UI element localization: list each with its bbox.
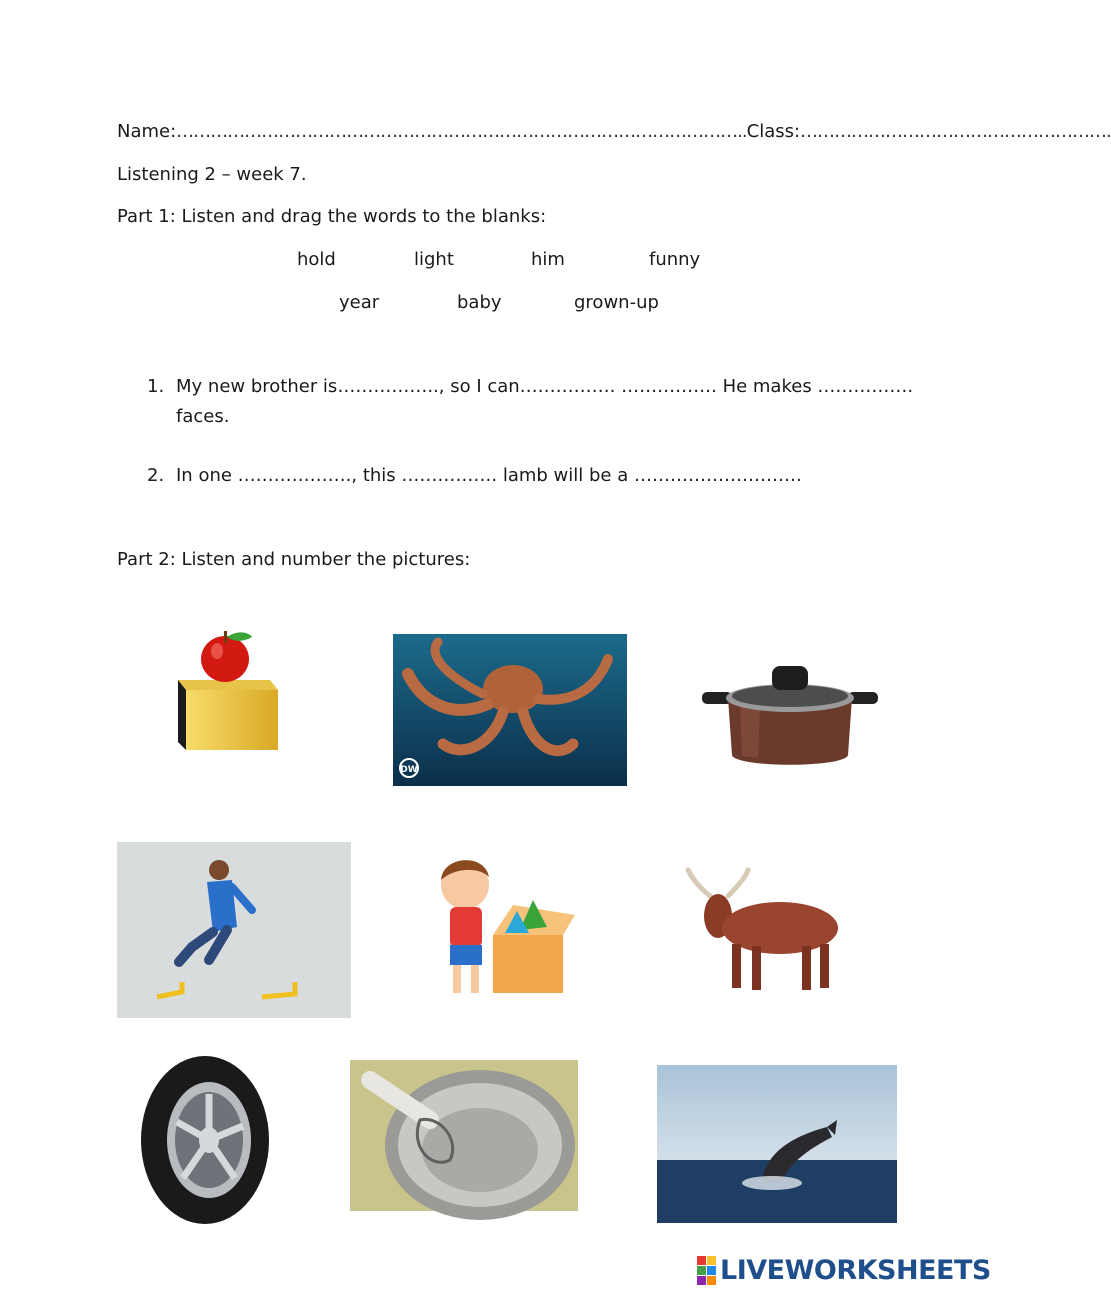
bull-image[interactable]: [680, 866, 845, 996]
word-baby[interactable]: baby: [457, 292, 502, 313]
question-2-number: 2.: [147, 465, 165, 486]
word-him[interactable]: him: [531, 249, 565, 270]
logo-block-3: [697, 1266, 706, 1275]
word-grown-up[interactable]: grown-up: [574, 292, 659, 313]
name-line: [117, 121, 1111, 142]
question-1-text-cont: faces.: [176, 406, 230, 427]
octopus-watermark: DW: [400, 765, 418, 775]
worksheet-subtitle: Listening 2 – week 7.: [117, 164, 307, 185]
part1-instruction: Part 1: Listen and drag the words to the blanks:: [117, 206, 547, 227]
part2-instruction: Part 2: Listen and number the pictures:: [117, 549, 471, 570]
cooking-pot-image[interactable]: [700, 660, 880, 775]
logo-block-1: [697, 1256, 706, 1265]
name-label: Name:: [117, 121, 177, 142]
logo-block-2: [707, 1256, 716, 1265]
whisk-bowl-image[interactable]: [350, 1060, 578, 1211]
class-blank[interactable]: ……………………………………………….: [800, 121, 1111, 142]
octopus-image[interactable]: [393, 634, 627, 786]
name-blank[interactable]: ………………………………………………………………………………………..: [176, 121, 747, 142]
logo-block-4: [707, 1266, 716, 1275]
whale-image[interactable]: [657, 1065, 897, 1223]
word-funny[interactable]: funny: [649, 249, 701, 270]
boy-toy-box-image[interactable]: [425, 845, 580, 1015]
logo-blocks-icon: [697, 1256, 716, 1285]
word-year[interactable]: year: [339, 292, 380, 313]
logo-text: LIVEWORKSHEETS: [720, 1254, 991, 1286]
question-2-text[interactable]: In one ………………., this ……………. lamb will be a ……………………….: [176, 465, 802, 486]
tire-image[interactable]: [125, 1048, 285, 1228]
logo-block-6: [707, 1276, 716, 1285]
logo-block-5: [697, 1276, 706, 1285]
question-1-text[interactable]: My new brother is…………….., so I can……………. ……………. He makes …………….: [176, 376, 914, 397]
boy-jumping-image[interactable]: [117, 842, 351, 1018]
class-label: Class:: [746, 121, 801, 142]
word-hold[interactable]: hold: [297, 249, 336, 270]
apple-on-box-image[interactable]: [170, 625, 285, 755]
word-light[interactable]: light: [414, 249, 454, 270]
liveworksheets-logo: [697, 1253, 991, 1287]
question-1-number: 1.: [147, 376, 165, 397]
